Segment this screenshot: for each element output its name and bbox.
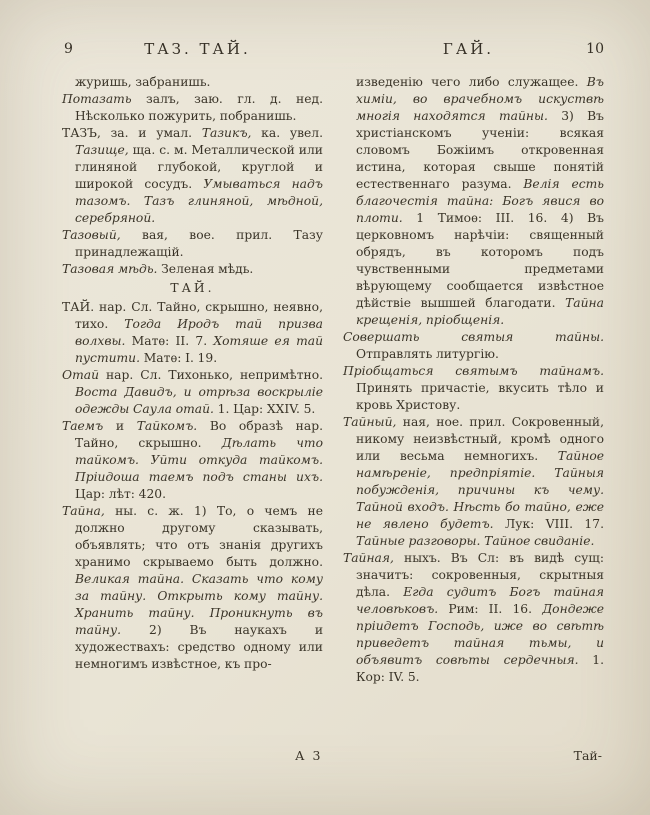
text-segment: ны. с. ж. 1) То, о чемъ не должно другому сказывать, объявлять; что отъ знанія другихъ хранимо скрываемо быть должно.: [75, 504, 323, 569]
italic-text-segment: Тайный,: [343, 415, 403, 429]
entry-tai: [62, 299, 323, 367]
text-segment: залъ, заю. гл. д. нед. Нѣсколько пожурить, побранишь.: [75, 92, 323, 123]
entry-tainaya: [343, 550, 604, 686]
entry-taz: [62, 125, 323, 227]
italic-text-segment: Совершать святыя тайны.: [343, 330, 604, 344]
italic-text-segment: Егда судитъ Богъ тайная человѣковъ.: [356, 585, 604, 616]
text-segment: нар. Сл. Тихонько, непримѣтно.: [105, 368, 324, 382]
text-segment: ТАЗЪ, за. и умал.: [62, 126, 202, 140]
italic-text-segment: Тазовая мѣдь.: [62, 262, 162, 276]
continuation-line: [62, 74, 323, 91]
italic-text-segment: Тайная,: [343, 551, 405, 565]
text-segment: ная, ное. прил. Сокровенный, никому неизвѣстный, кромѣ одного или весьма немногихъ.: [356, 415, 604, 463]
text-segment: ТАЙ.: [170, 281, 215, 295]
running-head: [62, 40, 604, 58]
italic-text-segment: Хотяше ея тай пустити.: [75, 334, 323, 365]
text-segment: Лук: VIII. 17.: [504, 517, 604, 531]
running-head-right: [333, 40, 604, 58]
italic-text-segment: Тазикъ,: [201, 126, 262, 140]
text-segment: ТАЙ. нар. Сл. Тайно, скрышно, неявно, тихо.: [62, 300, 323, 331]
text-segment: журишь, забранишь.: [75, 75, 211, 89]
italic-text-segment: Великая тайна. Сказать что кому за тайну. Открыть кому тайну. Хранить тайну. Проникнуть въ тайну.: [75, 572, 323, 637]
page-number-left: 9: [64, 41, 73, 57]
italic-text-segment: Тайна,: [62, 504, 116, 518]
page-footer: [62, 748, 604, 768]
text-segment: 1 Тимоѳ: III. 16. 4) Въ церковномъ нарѣчіи: священный обрядъ, въ которомъ подъ чувственными предметами вѣрующему сообщается извѣстное дѣйствіе вышшей благодати.: [356, 211, 604, 310]
italic-text-segment: Тайные разговоры. Тайное свиданіе.: [356, 534, 595, 548]
entry-otai: [62, 367, 323, 418]
italic-text-segment: Дондеже пріидетъ Господь, иже во свѣтѣ приведетъ тайная тьмы, и объявитъ совѣты сердечныя.: [356, 602, 605, 667]
text-block: [62, 74, 604, 686]
italic-text-segment: Умываться надъ тазомъ. Тазъ глиняной, мѣдной, серебряной.: [75, 177, 323, 225]
italic-text-segment: Отай: [62, 368, 106, 382]
italic-text-segment: Тогда Иродъ тай призва волхвы.: [75, 317, 323, 348]
italic-text-segment: Таемъ: [62, 419, 116, 433]
text-segment: ныхъ. Въ Сл: въ видѣ сущ: значитъ: сокровенныя, скрытныя дѣла.: [356, 551, 604, 599]
text-segment: 2) Въ наукахъ и художествахъ: средство одному или немногимъ извѣстное, къ про-: [75, 623, 324, 671]
italic-text-segment: Тазовый,: [62, 228, 143, 242]
running-head-left: [62, 40, 333, 58]
running-title-left: ТАЗ. ТАЙ.: [144, 40, 251, 58]
italic-text-segment: Тайна крещенія, пріобщенія.: [356, 296, 604, 327]
text-segment: Во образѣ нар. Тайно, скрышно.: [75, 419, 323, 450]
text-segment: Отправлять литургію.: [356, 347, 499, 361]
italic-text-segment: Тайкомъ.: [136, 419, 210, 433]
running-title-right: ГАЙ.: [442, 40, 495, 58]
entry-tazovaya-med: [62, 261, 323, 278]
entry-taina: [62, 503, 323, 673]
entry-tazovyi: [62, 227, 323, 261]
usage-priobshchatsya-tainam: [343, 363, 604, 414]
italic-text-segment: Потазать: [62, 92, 147, 106]
entry-tainyi: [343, 414, 604, 550]
text-segment: 1. Цар: XXIV. 5.: [217, 402, 316, 416]
text-segment: изведенію чего либо служащее.: [356, 75, 587, 89]
text-segment: 1. Кор: IV. 5.: [356, 653, 604, 684]
entry-taem-taikom: [62, 418, 323, 503]
italic-text-segment: Въ химіи, во врачебномъ искуствѣ многія находятся тайны.: [356, 75, 604, 123]
text-segment: Матѳ: I. 19.: [143, 351, 218, 365]
catchword: Тай-: [573, 748, 602, 763]
column-left: [62, 74, 323, 686]
italic-text-segment: Воста Давидъ, и отрѣза воскрыліе одежды Саула отай.: [75, 385, 323, 416]
signature-mark: А 3: [295, 748, 323, 763]
text-segment: Зеленая мѣдь.: [161, 262, 254, 276]
usage-sovershat-tainy: [343, 329, 604, 363]
italic-text-segment: Велія есть благочестія тайна: Богъ явися во плоти.: [356, 177, 604, 225]
italic-text-segment: Тайное намѣреніе, предпріятіе. Тайныя побужденія, причины къ чему. Тайной входъ.: [356, 449, 604, 514]
page-number-right: 10: [586, 41, 604, 57]
section-heading-tai: [62, 280, 323, 297]
continuation-taina: [343, 74, 604, 329]
column-right: [343, 74, 604, 686]
italic-text-segment: Дѣлать что тайкомъ. Уйти откуда тайкомъ. Пріидоша таемъ подъ станы ихъ.: [75, 436, 323, 484]
text-segment: ща. с. м. Металлической или глиняной глубокой, круглой и широкой сосудъ.: [75, 143, 323, 191]
text-segment: ка. увел.: [261, 126, 323, 140]
text-segment: Цар: лѣт: 420.: [75, 487, 167, 501]
text-segment: Матѳ: II. 7.: [131, 334, 214, 348]
text-segment: вая, вое. прил. Тазу принадлежащій.: [75, 228, 323, 259]
text-segment: и: [115, 419, 137, 433]
italic-text-segment: Пріобщаться святымъ тайнамъ.: [343, 364, 604, 378]
italic-text-segment: Тазище,: [75, 143, 133, 157]
text-segment: Рим: II. 16.: [448, 602, 543, 616]
text-segment: Принять причастіе, вкусить тѣло и кровь Христову.: [356, 381, 604, 412]
text-segment: 3) Въ христіанскомъ ученіи: всякая словомъ Божіимъ откровенная истина, которая свыше понятій естественнаго разума.: [356, 109, 604, 191]
italic-text-segment: Нѣсть бо тайно, еже не явлено будетъ.: [356, 500, 604, 531]
entry-potazat: [62, 91, 323, 125]
